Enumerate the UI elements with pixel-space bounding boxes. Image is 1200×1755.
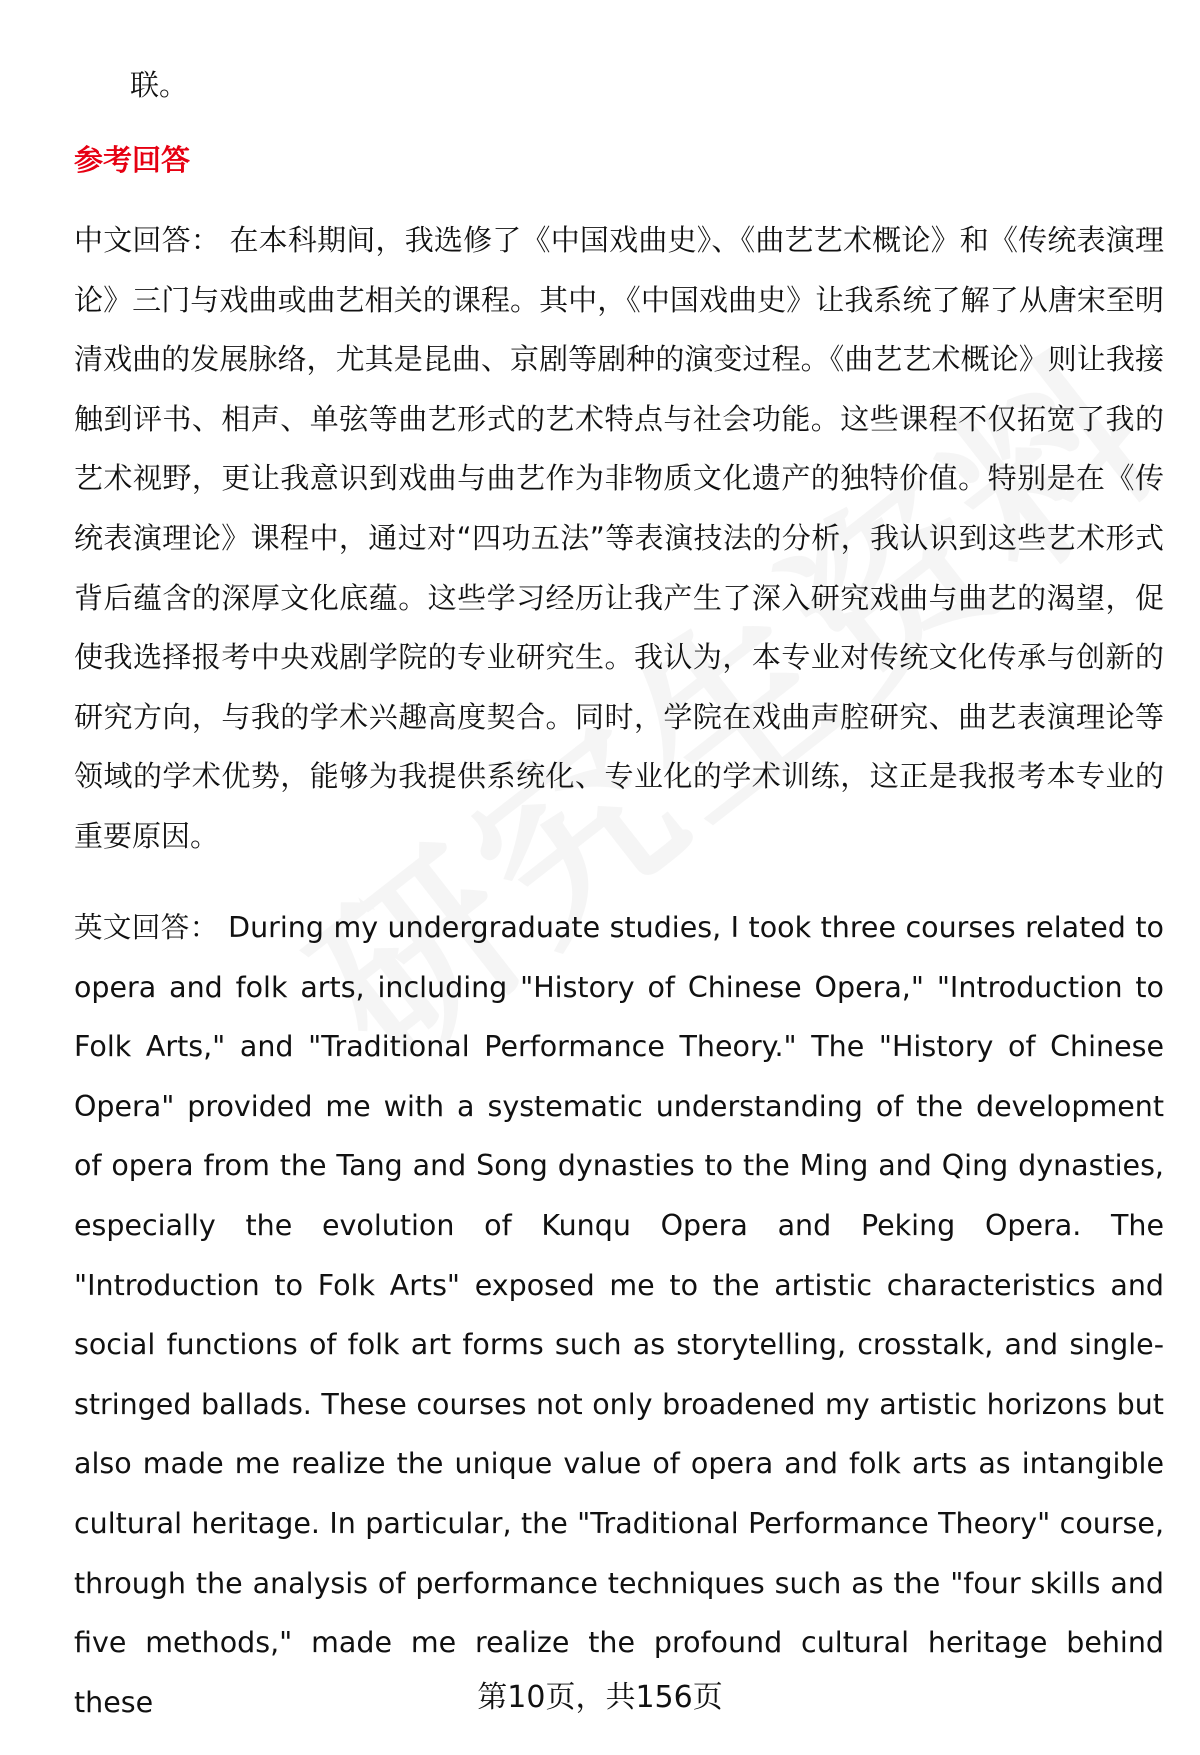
chinese-answer-paragraph [74,211,1164,867]
english-answer-label: 英文回答： [74,911,219,944]
reference-answer-heading: 参考回答 [74,143,191,177]
page-number: 第10页，共156页 [477,1680,723,1715]
english-answer-paragraph [74,898,1164,1732]
continuation-text: 联。 [130,68,189,102]
chinese-answer-text: 在本科期间，我选修了《中国戏曲史》、《曲艺艺术概论》和《传统表演理论》三门与戏曲或曲艺相关的课程。其中，《中国戏曲史》让我系统了解了从唐宋至明清戏曲的发展脉络，尤其是昆曲、京剧等剧种的演变过程。《曲艺艺术概论》则让我接触到评书、相声、单弦等曲艺形式的艺术特点与社会功能。这些课程不仅拓宽了我的艺术视野，更让我意识到戏曲与曲艺作为非物质文化遗产的独特价值。特别是在《传统表演理论》课程中，通过对“四功五法”等表演技法的分析，我认识到这些艺术形式背后蕴含的深厚文化底蕴。这些学习经历让我产生了深入研究戏曲与曲艺的渴望，促使我选择报考中央戏剧学院的专业研究生。我认为，本专业对传统文化传承与创新的研究方向，与我的学术兴趣高度契合。同时，学院在戏曲声腔研究、曲艺表演理论等领域的学术优势，能够为我提供系统化、专业化的学术训练，这正是我报考本专业的重要原因。 [74,223,1164,853]
english-answer-text: During my undergraduate studies, I took three courses related to opera and folk arts, including "History of Chinese Opera," "Introduction to Folk Arts," and "Traditional Performance Theory." The "History of Chinese Opera" provided me with a systematic understanding of the development of opera from the Tang and Song dynasties to the Ming and Qing dynasties, especially the evolution of Kunqu Opera and Peking Opera. The "Introduction to Folk Arts" exposed me to the artistic characteristics and social functions of folk art forms such as storytelling, crosstalk, and single-stringed ballads. These courses not only broadened my artistic horizons but also made me realize the unique value of opera and folk arts as intangible cultural heritage. In particular, the "Traditional Performance Theory" course, through the analysis of performance techniques such as the "four skills and five methods," made me realize the profound cultural heritage behind these [74,911,1164,1719]
chinese-answer-label: 中文回答： [74,223,221,257]
